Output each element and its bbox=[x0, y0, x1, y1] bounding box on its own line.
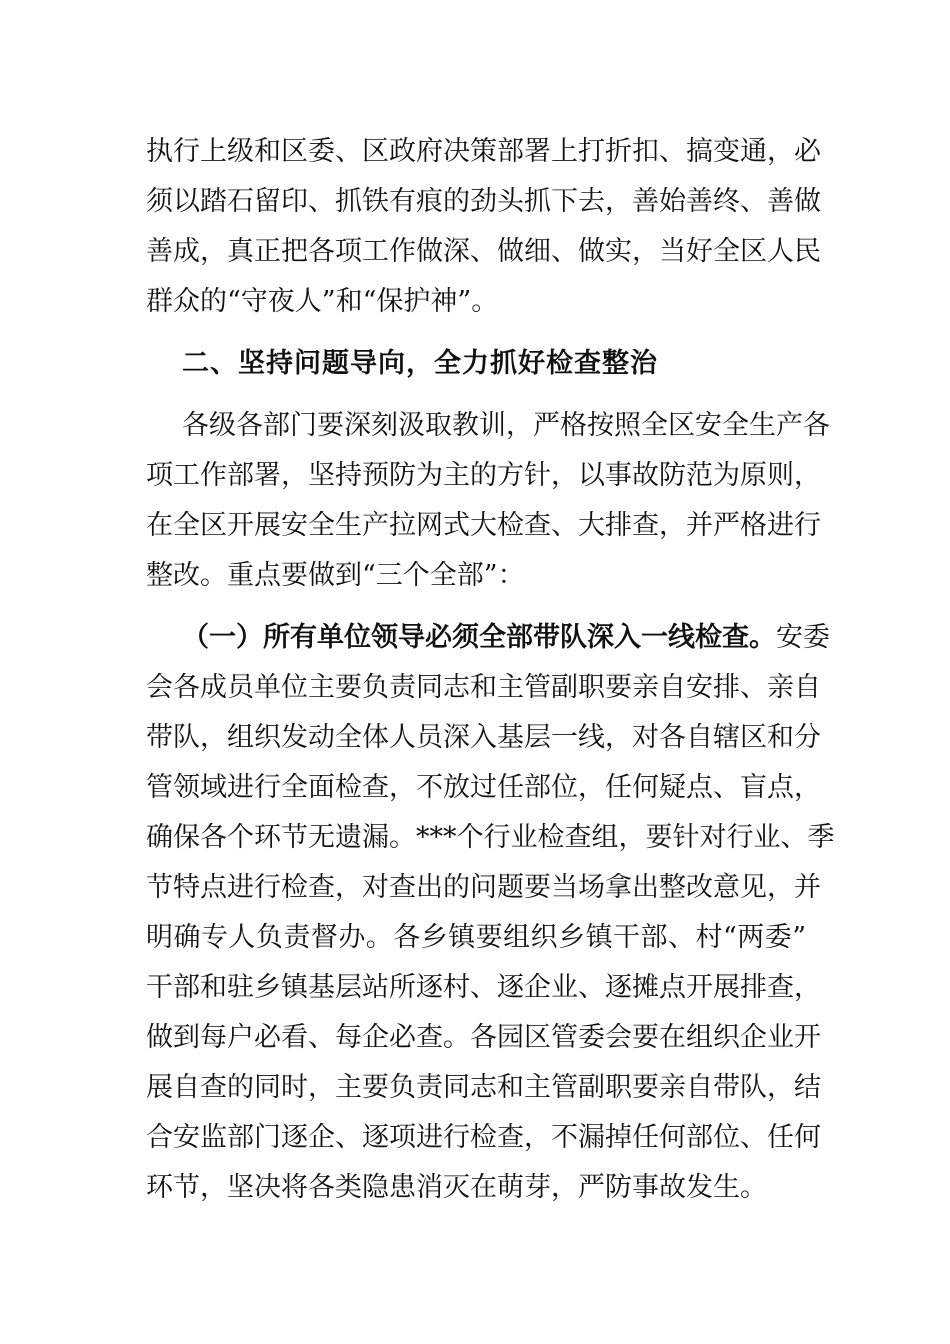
paragraph-line: 展自查的同时，主要负责同志和主管副职要亲自带队，结 bbox=[146, 1072, 821, 1103]
paragraph-line: 管领域进行全面检查，不放过任部位，任何疑点、盲点， bbox=[146, 772, 821, 803]
paragraph-line: 做到每户必看、每企必查。各园区管委会要在组织企业开 bbox=[146, 1022, 821, 1053]
paragraph-line: 带队，组织发动全体人员深入基层一线，对各自辖区和分 bbox=[146, 722, 821, 753]
paragraph-line: 须以踏石留印、抓铁有痕的劲头抓下去，善始善终、善做 bbox=[146, 186, 821, 217]
paragraph-line: 各级各部门要深刻汲取教训，严格按照全区安全生产各 bbox=[182, 410, 830, 441]
paragraph-line: 在全区开展安全生产拉网式大检查、大排查，并严格进行 bbox=[146, 510, 821, 541]
subsection-title: （一）所有单位领导必须全部带队深入一线检查。 bbox=[182, 622, 776, 653]
paragraph-line: 执行上级和区委、区政府决策部署上打折扣、搞变通，必 bbox=[146, 136, 821, 167]
paragraph-line: 明确专人负责督办。各乡镇要组织乡镇干部、村“两委” bbox=[146, 922, 806, 953]
paragraph-line: 合安监部门逐企、逐项进行检查，不漏掉任何部位、任何 bbox=[146, 1122, 821, 1153]
lead-rest-text: 安委 bbox=[776, 622, 830, 653]
paragraph-line: 确保各个环节无遗漏。***个行业检查组，要针对行业、季 bbox=[146, 822, 835, 853]
paragraph-line: 整改。重点要做到“三个全部”： bbox=[146, 560, 525, 591]
paragraph-line: 群众的“守夜人”和“保护神”。 bbox=[146, 286, 499, 317]
paragraph-line: 环节，坚决将各类隐患消灭在萌芽，严防事故发生。 bbox=[146, 1172, 767, 1203]
paragraph-line: 干部和驻乡镇基层站所逐村、逐企业、逐摊点开展排查， bbox=[146, 972, 821, 1003]
paragraph-lead-line bbox=[182, 618, 830, 658]
section-heading: 二、坚持问题导向，全力抓好检查整治 bbox=[182, 348, 658, 379]
paragraph-line: 项工作部署，坚持预防为主的方针，以事故防范为原则， bbox=[146, 460, 821, 491]
paragraph-line: 善成，真正把各项工作做深、做细、做实，当好全区人民 bbox=[146, 236, 821, 267]
paragraph-line: 会各成员单位主要负责同志和主管副职要亲自安排、亲自 bbox=[146, 672, 821, 703]
paragraph-line: 节特点进行检查，对查出的问题要当场拿出整改意见，并 bbox=[146, 872, 821, 903]
